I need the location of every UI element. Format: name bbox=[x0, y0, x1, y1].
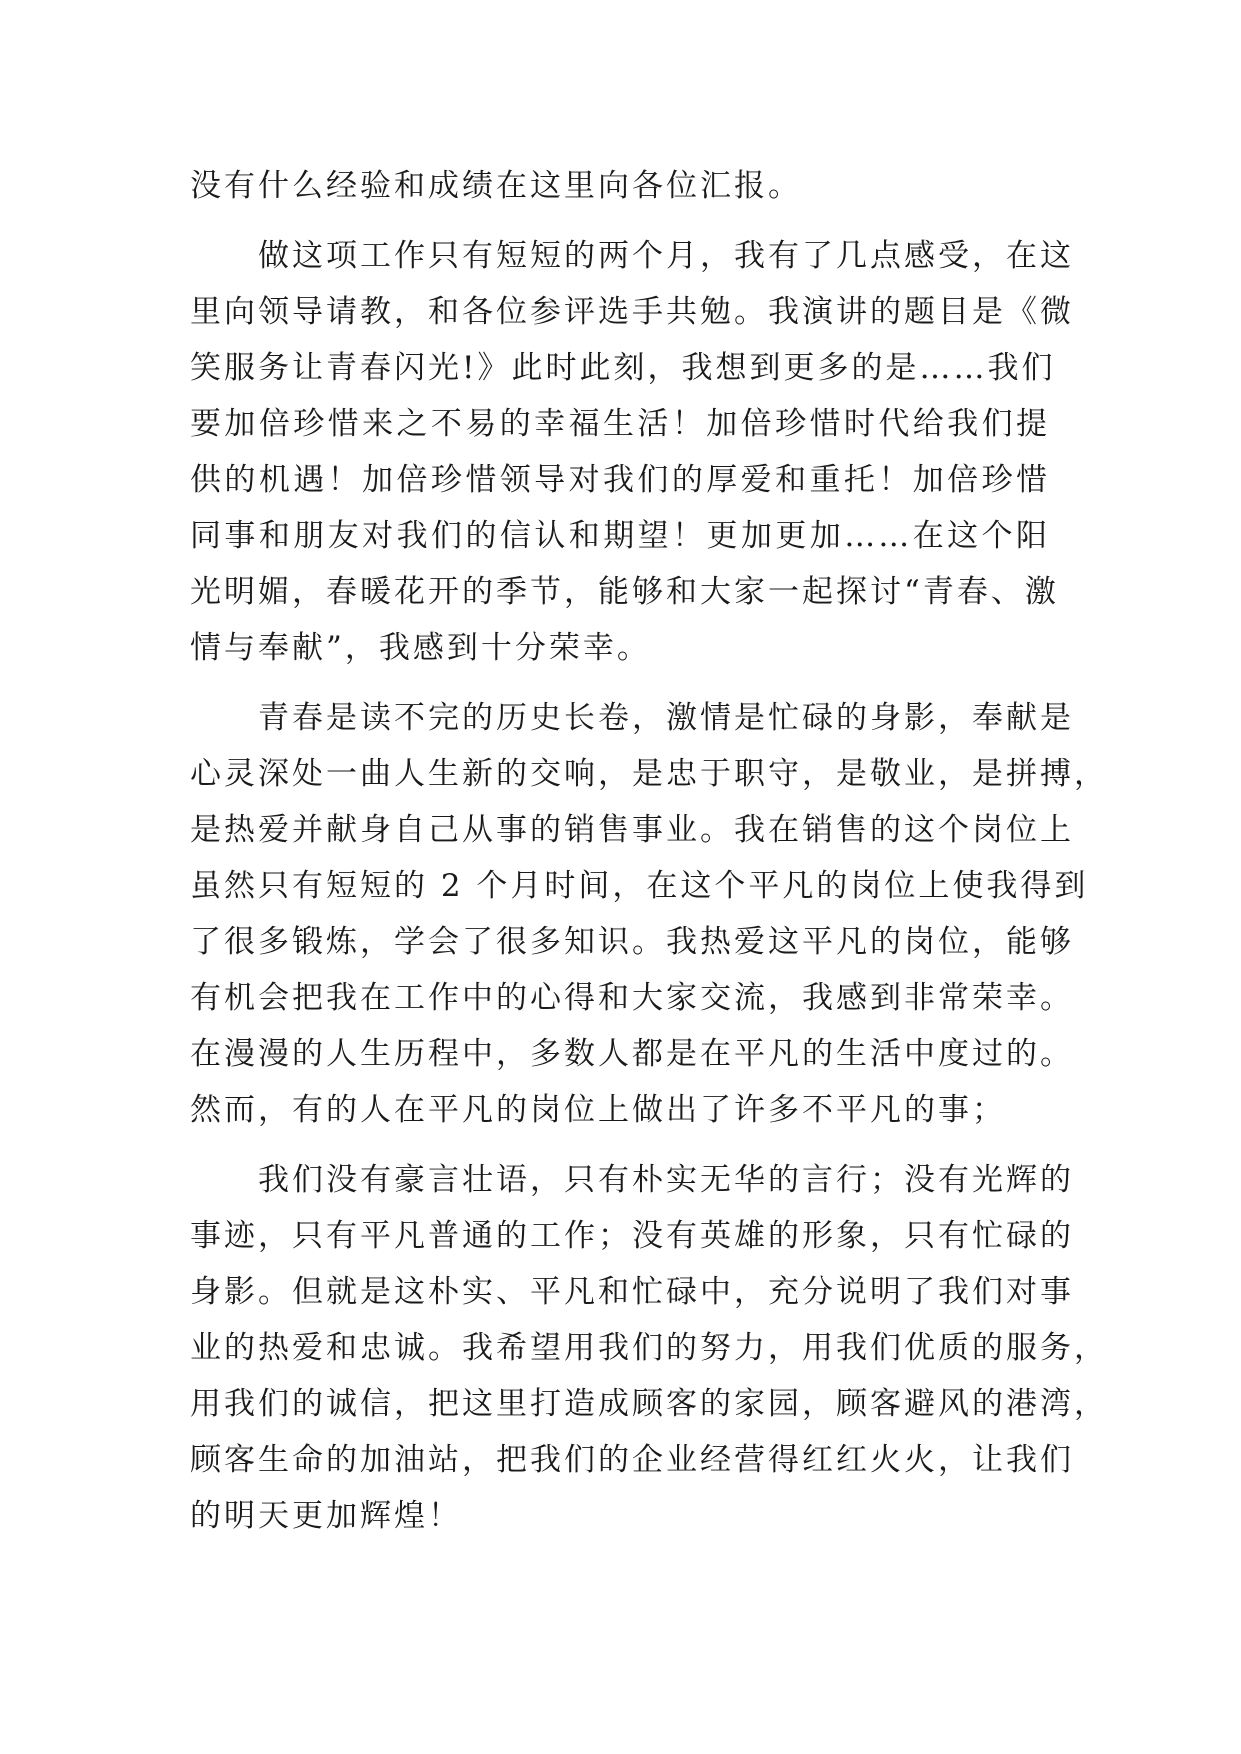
text-line: 青春是读不完的历史长卷，激情是忙碌的身影，奉献是 bbox=[258, 700, 1074, 736]
text-line: 有机会把我在工作中的心得和大家交流，我感到非常荣幸。 bbox=[190, 980, 1074, 1016]
text-line: 在漫漫的人生历程中，多数人都是在平凡的生活中度过的。 bbox=[190, 1036, 1074, 1072]
text-line: 笑服务让青春闪光!》此时此刻，我想到更多的是……我们 bbox=[190, 350, 1056, 386]
text-line: 做这项工作只有短短的两个月，我有了几点感受，在这 bbox=[258, 238, 1074, 274]
text-line: 的明天更加辉煌！ bbox=[190, 1498, 462, 1534]
text-line: 业的热爱和忠诚。我希望用我们的努力，用我们优质的服务， bbox=[190, 1330, 1108, 1366]
text-line: 虽然只有短短的 2 个月时间，在这个平凡的岗位上使我得到 bbox=[190, 868, 1089, 904]
text-line: 心灵深处一曲人生新的交响，是忠于职守，是敬业，是拼搏， bbox=[190, 756, 1108, 792]
text-line: 是热爱并献身自己从事的销售事业。我在销售的这个岗位上 bbox=[190, 812, 1074, 848]
text-line: 要加倍珍惜来之不易的幸福生活！加倍珍惜时代给我们提 bbox=[190, 406, 1050, 442]
text-line: 事迹，只有平凡普通的工作；没有英雄的形象，只有忙碌的 bbox=[190, 1218, 1074, 1254]
text-line: 我们没有豪言壮语，只有朴实无华的言行；没有光辉的 bbox=[258, 1162, 1074, 1198]
text-line: 里向领导请教，和各位参评选手共勉。我演讲的题目是《微 bbox=[190, 294, 1074, 330]
text-line: 顾客生命的加油站，把我们的企业经营得红红火火，让我们 bbox=[190, 1442, 1074, 1478]
text-line: 身影。但就是这朴实、平凡和忙碌中，充分说明了我们对事 bbox=[190, 1274, 1074, 1310]
text-line: 同事和朋友对我们的信认和期望！更加更加……在这个阳 bbox=[190, 518, 1050, 554]
text-line: 情与奉献”，我感到十分荣幸。 bbox=[190, 630, 651, 666]
text-line: 供的机遇！加倍珍惜领导对我们的厚爱和重托！加倍珍惜 bbox=[190, 462, 1050, 498]
text-line: 然而，有的人在平凡的岗位上做出了许多不平凡的事； bbox=[190, 1092, 1006, 1128]
text-line: 没有什么经验和成绩在这里向各位汇报。 bbox=[190, 168, 802, 204]
text-line: 光明媚，春暖花开的季节，能够和大家一起探讨“青春、激 bbox=[190, 574, 1059, 610]
document-body bbox=[190, 158, 1108, 1544]
text-line: 了很多锻炼，学会了很多知识。我热爱这平凡的岗位，能够 bbox=[190, 924, 1074, 960]
text-line: 用我们的诚信，把这里打造成顾客的家园，顾客避风的港湾， bbox=[190, 1386, 1108, 1422]
